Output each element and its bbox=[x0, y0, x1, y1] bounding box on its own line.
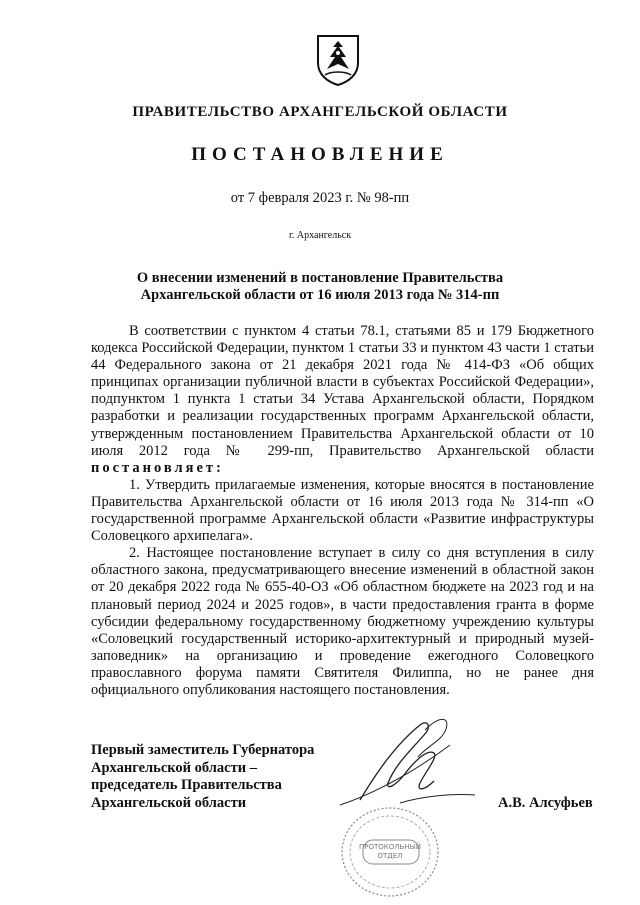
preamble-paragraph bbox=[91, 323, 594, 477]
decrees-colon: : bbox=[216, 459, 221, 476]
position-line-4: Архангельской области bbox=[91, 794, 247, 811]
handwritten-signature bbox=[300, 705, 480, 815]
document-title bbox=[0, 270, 640, 304]
signer-position bbox=[91, 742, 314, 812]
position-line-2: Архангельской области – bbox=[91, 759, 257, 776]
item-2-paragraph: 2. Настоящее постановление вступает в силу со дня вступления в силу областного закона, предусматривающего внесение изменений в областной закон от 20 декабря 2022 года № 655-40-ОЗ «Об областном бюджете на 2023 год и на плановый период 2024 и 2025 годов», в части предоставления гранта в форме субсидии федеральному государственному бюджетному учреждению культуры «Соловецкий государственный историко-архитектурный и природный музей-заповедник» на организацию и проведение ежегодного Соловецкого православного форума памяти Святителя Филиппа, но не ранее дня официального опубликования настоящего постановления. bbox=[91, 545, 594, 698]
position-line-1: Первый заместитель Губернатора bbox=[91, 742, 315, 758]
document-body bbox=[91, 323, 594, 699]
title-line-1: О внесении изменений в постановление Правительства bbox=[136, 270, 504, 286]
document-date-number: от 7 февраля 2023 г. № 98-пп bbox=[230, 190, 410, 206]
government-name: ПРАВИТЕЛЬСТВО АРХАНГЕЛЬСКОЙ ОБЛАСТИ bbox=[132, 104, 508, 120]
stamp-text: ПРОТОКОЛЬНЫЙ ОТДЕЛ bbox=[358, 843, 421, 860]
item-1-paragraph: 1. Утвердить прилагаемые изменения, которые вносятся в постановление Правительства Архангельской области от 16 июля 2013 года № 314-пп «О государственной программе Архангельской области «Развитие инфраструктуры Соловецкого архипелага». bbox=[91, 476, 594, 545]
document-city: г. Архангельск bbox=[288, 230, 352, 241]
decrees-word: постановляет bbox=[91, 459, 217, 476]
signer-name: А.В. Алсуфьев bbox=[498, 795, 593, 811]
coat-of-arms-emblem bbox=[315, 33, 361, 87]
position-line-3: председатель Правительства bbox=[91, 777, 282, 794]
preamble-text: В соответствии с пунктом 4 статьи 78.1, статьями 85 и 179 Бюджетного кодекса Российской Федерации, пунктом 1 статьи 33 и пунктом 43 части 1 статьи 44 Федерального закона от 21 декабря 2021 года № 414-ФЗ «Об общих принципах организации публичной власти в субъектах Российской Федерации», подпунктом 1 пункта 1 статьи 34 Устава Архангельской области, Порядком разработки и реализации государственных программ Архангельской области, утвержденным постановлением Правительства Архангельской области от 10 июля 2012 года № 299-пп, Правительство Архангельской области bbox=[91, 323, 594, 459]
title-line-2: Архангельской области от 16 июля 2013 года № 314-пп bbox=[140, 287, 500, 303]
document-type: ПОСТАНОВЛЕНИЕ bbox=[191, 144, 449, 165]
